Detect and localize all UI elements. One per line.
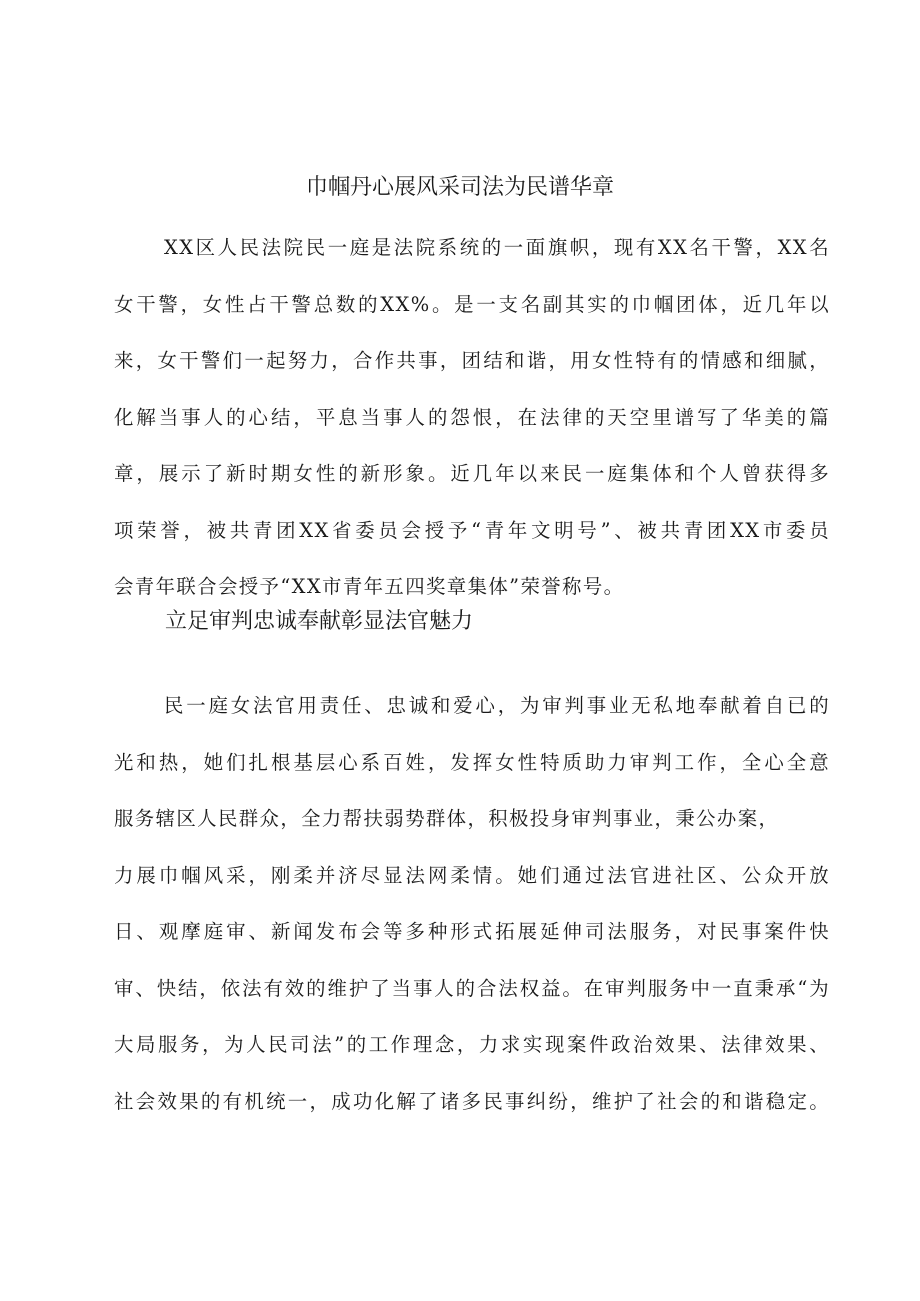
- paragraph-line: 力展巾帼风采，刚柔并济尽显法网柔情。她们通过法官进社区、公众开放: [114, 863, 830, 887]
- paragraph-line: 日、观摩庭审、新闻发布会等多种形式拓展延伸司法服务，对民事案件快: [114, 920, 830, 943]
- paragraph-line: 会青年联合会授予“XX市青年五四奖章集体”荣誉称号。: [114, 575, 625, 598]
- paragraph-line: 审、快结，依法有效的维护了当事人的合法权益。在审判服务中一直秉承“为: [114, 976, 830, 1000]
- section-heading: 立足审判忠诚奉献彰显法官魅力: [165, 609, 474, 634]
- paragraph-line: 女干警，女性占干警总数的XX%。是一支名副其实的巾帼团体，近几年以: [114, 292, 830, 316]
- paragraph-line: 项荣誉，被共青团XX省委员会授予“青年文明号”、被共青团XX市委员: [114, 518, 830, 542]
- paragraph-line: 服务辖区人民群众，全力帮扶弱势群体，积极投身审判事业，秉公办案，: [114, 807, 780, 830]
- paragraph-line: 社会效果的有机统一，成功化解了诸多民事纠纷，维护了社会的和谐稳定。: [114, 1089, 830, 1113]
- paragraph-line: 民一庭女法官用责任、忠诚和爱心，为审判事业无私地奉献着自已的: [164, 694, 830, 717]
- document-title: 巾帼丹心展风采司法为民谱华章: [305, 175, 614, 200]
- paragraph-line: 大局服务，为人民司法”的工作理念，力求实现案件政治效果、法律效果、: [114, 1033, 830, 1056]
- paragraph-judicial: [114, 678, 830, 1130]
- paragraph-intro: [114, 220, 830, 616]
- paragraph-line: 光和热，她们扎根基层心系百姓，发挥女性特质助力审判工作，全心全意: [114, 750, 830, 774]
- paragraph-line: 化解当事人的心结，平息当事人的怨恨，在法律的天空里谱写了华美的篇: [114, 405, 830, 429]
- paragraph-line: XX区人民法院民一庭是法院系统的一面旗帜，现有XX名干警，XX名: [164, 236, 830, 259]
- paragraph-line: 章，展示了新时期女性的新形象。近几年以来民一庭集体和个人曾获得多: [114, 462, 830, 485]
- paragraph-line: 来，女干警们一起努力，合作共事，团结和谐，用女性特有的情感和细腻，: [114, 349, 830, 372]
